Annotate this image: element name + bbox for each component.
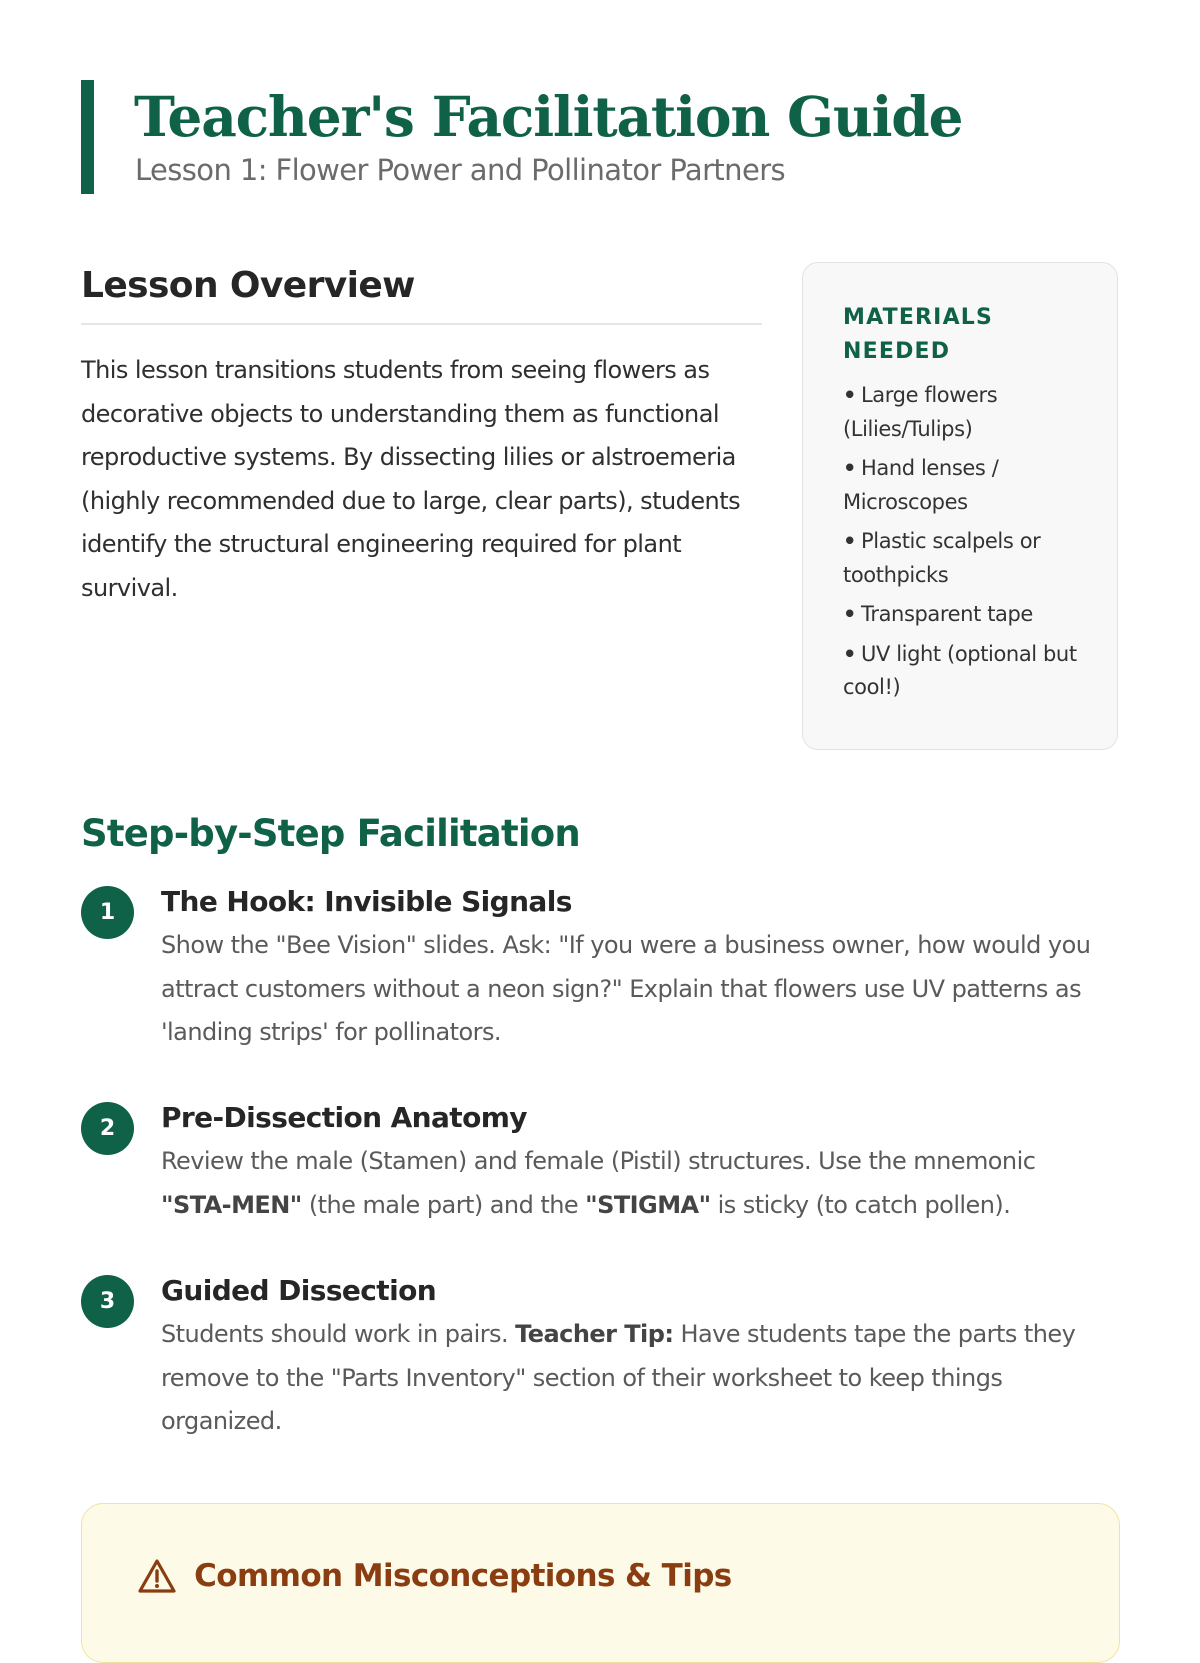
lesson-overview-text: This lesson transitions students from seeing flowers as decorative objects to understanding them as functional reproductive systems. By dissecting lilies or alstroemeria (highly recommended due to large, clear parts), students identify the structural engineering required for plant survival. (81, 356, 741, 602)
bullet-icon: • (843, 602, 857, 626)
step-number-badge: 1 (81, 886, 134, 939)
bullet-icon: • (843, 529, 857, 553)
materials-item (843, 638, 1087, 705)
step-body (161, 1096, 1106, 1227)
materials-list (843, 379, 1087, 705)
header-accent-bar (81, 80, 94, 194)
step-text (161, 1140, 1106, 1227)
page-header (81, 80, 1120, 194)
step-text-emphasis: Teacher Tip: (515, 1320, 674, 1348)
step-number-badge: 2 (81, 1102, 134, 1155)
step-text (161, 1313, 1106, 1444)
step-text-part: Have students tape the parts they remove to the "Parts Inventory" section of their worksheet to keep things organized. (161, 1320, 1076, 1435)
page-title: Teacher's Facilitation Guide (134, 84, 963, 149)
materials-item (843, 379, 1087, 446)
materials-item-text: UV light (optional but cool!) (843, 641, 1077, 699)
steps-heading: Step-by-Step Facilitation (81, 812, 580, 855)
step-text-part: is sticky (to catch pollen). (710, 1190, 1011, 1219)
lesson-overview-section (81, 258, 762, 610)
misconceptions-callout (81, 1503, 1120, 1663)
materials-item (843, 452, 1087, 519)
facilitation-guide-page (81, 0, 1120, 1600)
overview-divider (81, 323, 762, 325)
callout-title: Common Misconceptions & Tips (194, 1558, 732, 1594)
materials-heading: MATERIALS NEEDED (843, 305, 994, 364)
warning-icon (137, 1558, 177, 1594)
step-number-badge: 3 (81, 1275, 134, 1328)
bullet-icon: • (843, 456, 857, 480)
materials-item-text: Large flowers (Lilies/Tulips) (843, 383, 998, 441)
step-body (161, 880, 1106, 1055)
materials-item (843, 525, 1087, 592)
step-title: Pre-Dissection Anatomy (161, 1101, 527, 1134)
materials-card (802, 262, 1118, 750)
step-text-emphasis: "STIGMA" (585, 1190, 711, 1219)
page-subtitle: Lesson 1: Flower Power and Pollinator Partners (135, 153, 786, 187)
step-body (161, 1269, 1106, 1444)
step-text-part: Review the male (Stamen) and female (Pistil) structures. Use the mnemonic (161, 1147, 1036, 1175)
materials-item-text: Plastic scalpels or toothpicks (843, 529, 1041, 587)
step-title: Guided Dissection (161, 1274, 437, 1307)
step-text-part: Students should work in pairs. (161, 1320, 516, 1348)
step-text: Show the "Bee Vision" slides. Ask: "If you were a business owner, how would you attract customers without a neon sign?" Explain that flowers use UV patterns as 'landing strips' for pollinators. (161, 931, 1091, 1046)
step-text-emphasis: "STA-MEN" (161, 1190, 302, 1219)
bullet-icon: • (843, 383, 857, 407)
callout-header (137, 1554, 732, 1598)
bullet-icon: • (843, 641, 857, 666)
step-text-part: (the male part) and the (301, 1190, 586, 1219)
materials-item-text: Transparent tape (861, 602, 1033, 626)
materials-item (843, 598, 1087, 632)
materials-item-text: Hand lenses / Microscopes (843, 456, 999, 514)
lesson-overview-heading: Lesson Overview (81, 265, 415, 306)
step-title: The Hook: Invisible Signals (161, 885, 572, 918)
